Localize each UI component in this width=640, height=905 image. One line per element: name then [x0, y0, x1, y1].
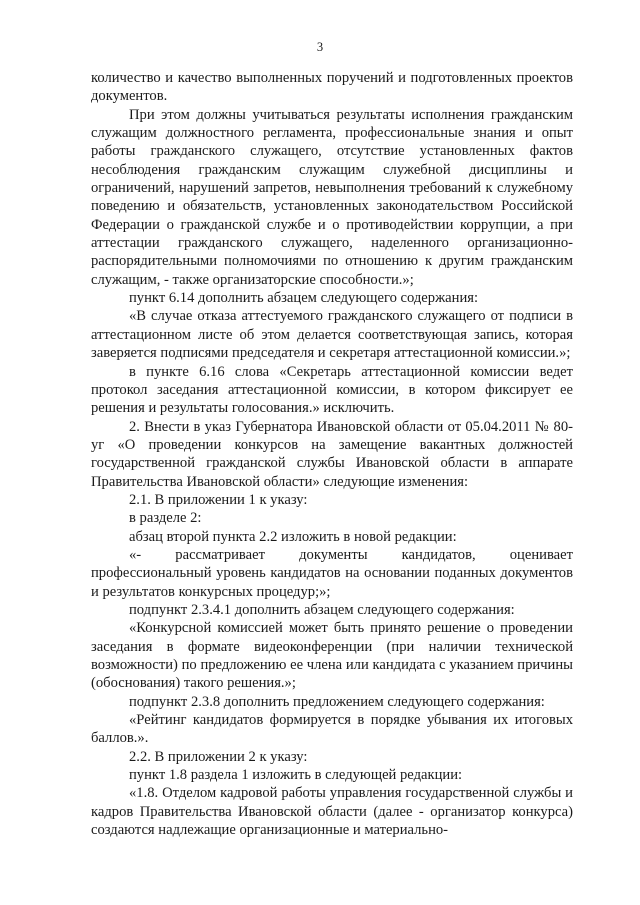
paragraph: пункт 1.8 раздела 1 изложить в следующей редакции: — [129, 767, 463, 784]
paragraph: 2.2. В приложении 2 к указу: — [129, 748, 308, 765]
paragraph: количество и качество выполненных поручений и подготовленных проектов документов. — [91, 70, 573, 105]
paragraph: подпункт 2.3.8 дополнить предложением следующего содержания: — [129, 693, 545, 710]
paragraph: абзац второй пункта 2.2 изложить в новой редакции: — [129, 528, 457, 545]
paragraph: в разделе 2: — [129, 510, 202, 527]
paragraph: 2. Внести в указ Губернатора Ивановской области от 05.04.2011 № 80-уг «О проведении конкурсов на замещение вакантных должностей государственной гражданской службы Ивановской области в аппарате Правительства Ивановской области» следующие изменения: — [91, 418, 573, 490]
paragraph: подпункт 2.3.4.1 дополнить абзацем следующего содержания: — [129, 601, 515, 618]
paragraph: «Рейтинг кандидатов формируется в порядке убывания их итоговых баллов.». — [91, 712, 573, 747]
paragraph: «- рассматривает документы кандидатов, оценивает профессиональный уровень кандидатов на основании поданных документов и результатов конкурсных процедур;»; — [91, 546, 573, 600]
paragraph: 2.1. В приложении 1 к указу: — [129, 491, 308, 508]
paragraph: «В случае отказа аттестуемого гражданского служащего от подписи в аттестационном листе об этом делается соответствующая запись, которая заверяется подписями председателя и секретаря аттестационной комиссии.»; — [91, 308, 573, 362]
document-body — [91, 69, 573, 839]
paragraph: пункт 6.14 дополнить абзацем следующего содержания: — [129, 290, 479, 307]
paragraph: «1.8. Отделом кадровой работы управления государственной службы и кадров Правительства Ивановской области (далее - организатор конкурса) создаются надлежащие организационные и материально- — [91, 785, 573, 839]
paragraph: «Конкурсной комиссией может быть принято решение о проведении заседания в формате видеоконференции (при наличии технической возможности) по предложению ее члена или кандидата с указанием причины (обоснования) такого решения.»; — [91, 620, 573, 692]
paragraph: При этом должны учитываться результаты исполнения гражданским служащим должностного регламента, профессиональные знания и опыт работы гражданского служащего, отсутствие установленных фактов несоблюдения гражданским служащим служебной дисциплины и ограничений, нарушений запретов, невыполнения требований к служебному поведению и обязательств, установленных законодательством Российской Федерации о гражданской службе и о противодействии коррупции, а при аттестации гражданского служащего, наделенного организационно-распорядительными полномочиями по отношению к другим гражданским служащим, - также организаторские способности.»; — [91, 106, 573, 288]
page-number: 3 — [316, 40, 324, 54]
paragraph: в пункте 6.16 слова «Секретарь аттестационной комиссии ведет протокол заседания аттестационной комиссии, в котором фиксирует ее решения и результаты голосования.» исключить. — [91, 363, 573, 417]
